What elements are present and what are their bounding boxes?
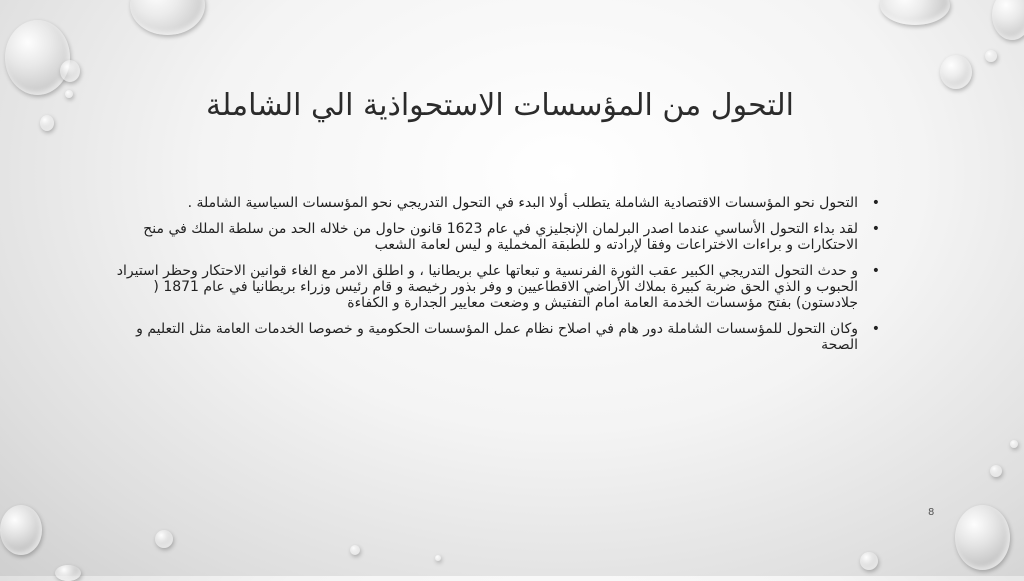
water-drop	[60, 60, 80, 82]
bullet-icon: •	[871, 321, 880, 337]
water-drop	[350, 545, 360, 555]
water-drop	[1010, 440, 1018, 448]
bullet-text: التحول نحو المؤسسات الاقتصادية الشاملة يتطلب أولا البدء في التحول التدريجي نحو المؤسسات السياسية الشاملة .	[187, 195, 858, 211]
water-drop	[880, 0, 950, 25]
water-drop	[955, 505, 1010, 570]
water-drop	[55, 565, 81, 581]
water-drop	[990, 465, 1002, 477]
list-item	[110, 221, 880, 253]
list-item	[110, 321, 880, 353]
water-drop	[860, 552, 878, 570]
bullet-list	[110, 195, 880, 363]
bullet-icon: •	[871, 195, 880, 211]
water-drop	[435, 555, 441, 561]
bullet-text: لقد بداء التحول الأساسي عندما اصدر البرلمان الإنجليزي في عام 1623 قانون حاول من خلاله الحد من سلطة الملك في منح الاحتكارات و براءات الاختراعات وفقا لإرادته و للطبقة المخملية و ليس لعامة الشعب	[143, 221, 858, 253]
water-drop	[940, 55, 972, 89]
bullet-icon: •	[871, 263, 880, 279]
water-drop	[130, 0, 205, 35]
page-number: 8	[928, 507, 935, 518]
list-item	[110, 195, 880, 211]
bullet-text: وكان التحول للمؤسسات الشاملة دور هام في اصلاح نظام عمل المؤسسات الحكومية و خصوصا الخدمات العامة مثل التعليم و الصحة	[136, 321, 858, 353]
water-drop	[992, 0, 1024, 40]
water-drop	[40, 115, 54, 131]
water-drop	[985, 50, 997, 62]
bullet-text: و حدث التحول التدريجي الكبير عقب الثورة الفرنسية و تبعاتها علي بريطانيا ، و اطلق الامر مع الغاء قوانين الاحتكار وحظر استيراد الحبوب و الذي الحق ضربة كبيرة بملاك الأراضي الاقطاعيين و وفر بذور رخيصة و قام رئيس وزراء بريطانيا في عام 1871 ( جلادستون) بفتح مؤسسات الخدمة العامة امام التفتيش و وضعت معايير الجدارة و الكفاءة	[116, 263, 858, 311]
water-drop	[5, 20, 70, 95]
bullet-icon: •	[871, 221, 880, 237]
water-drop	[155, 530, 173, 548]
water-drop	[65, 90, 73, 98]
list-item	[110, 263, 880, 311]
water-drop	[0, 505, 42, 555]
slide-title: التحول من المؤسسات الاستحواذية الي الشاملة	[206, 88, 794, 123]
